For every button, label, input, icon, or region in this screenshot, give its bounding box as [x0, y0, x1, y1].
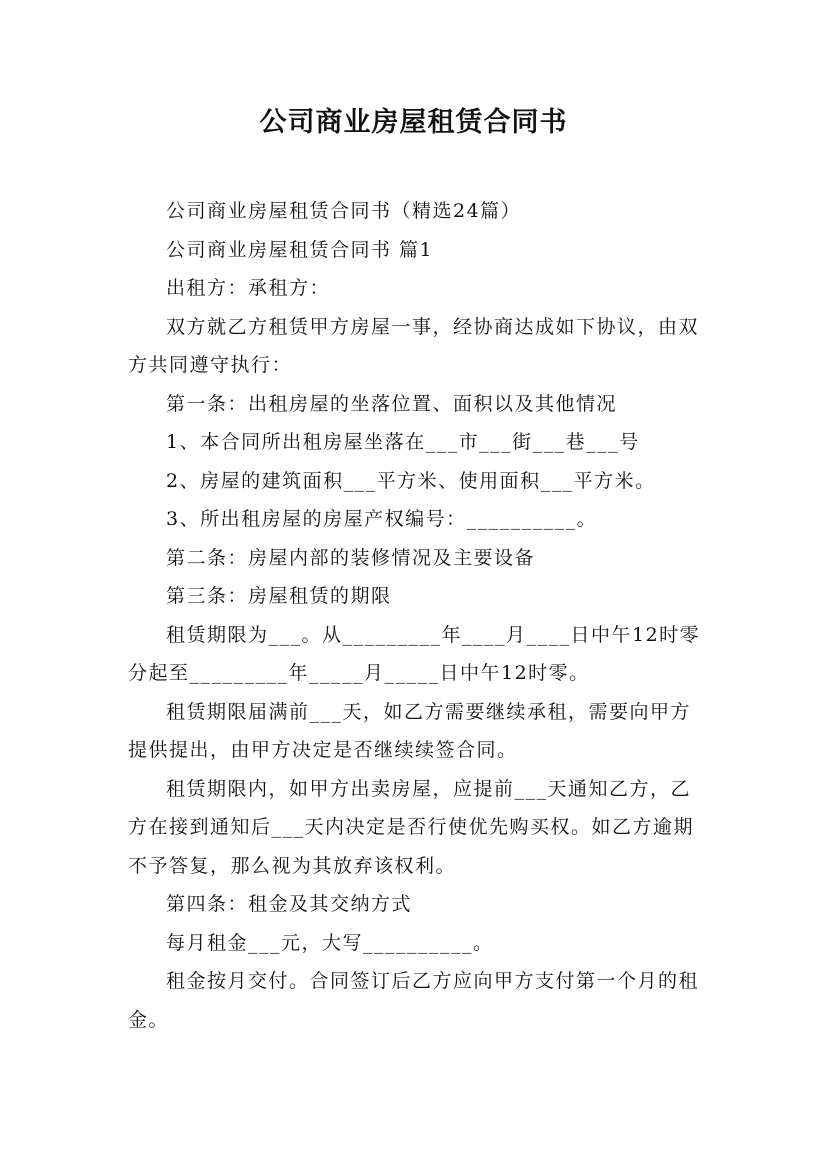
paragraph-clause-1-heading: 第一条：出租房屋的坐落位置、面积以及其他情况	[166, 392, 618, 415]
paragraph-clause-4-heading: 第四条：租金及其交纳方式	[166, 893, 413, 915]
paragraph-rent-payment: 租金按月交付。合同签订后乙方应向甲方支付第一个月的租金。	[128, 970, 700, 1031]
document-body	[128, 192, 703, 1039]
paragraph-clause-1-item-1: 1、本合同所出租房屋坐落在___市___街___巷___号	[166, 431, 640, 453]
paragraph-monthly-rent: 每月租金___元，大写__________。	[166, 931, 494, 954]
paragraph-renewal: 租赁期限届满前___天，如乙方需要继续承租，需要向甲方提供提出，由甲方决定是否继续续签合同。	[128, 700, 692, 761]
paragraph-clause-3-heading: 第三条：房屋租赁的期限	[166, 585, 392, 607]
paragraph-agreement-intro: 双方就乙方租赁甲方房屋一事，经协商达成如下协议，由双方共同遵守执行：	[128, 315, 700, 376]
paragraph-preemption: 租赁期限内，如甲方出卖房屋，应提前___天通知乙方，乙方在接到通知后___天内决定是否行使优先购买权。如乙方逾期不予答复，那么视为其放弃该权利。	[128, 777, 695, 877]
document-title: 公司商业房屋租赁合同书	[259, 107, 568, 138]
paragraph-article-heading: 公司商业房屋租赁合同书 篇1	[166, 238, 434, 261]
paragraph-collection-title: 公司商业房屋租赁合同书（精选24篇）	[166, 200, 522, 222]
paragraph-clause-2-heading: 第二条：房屋内部的装修情况及主要设备	[166, 546, 536, 569]
paragraph-lease-term: 租赁期限为___。从_________年____月____日中午12时零分起至_________年_____月_____日中午12时零。	[128, 623, 701, 684]
paragraph-clause-1-item-3: 3、所出租房屋的房屋产权编号：__________。	[166, 508, 598, 530]
paragraph-clause-1-item-2: 2、房屋的建筑面积___平方米、使用面积___平方米。	[166, 469, 656, 492]
paragraph-parties: 出租方：承租方：	[166, 277, 331, 299]
